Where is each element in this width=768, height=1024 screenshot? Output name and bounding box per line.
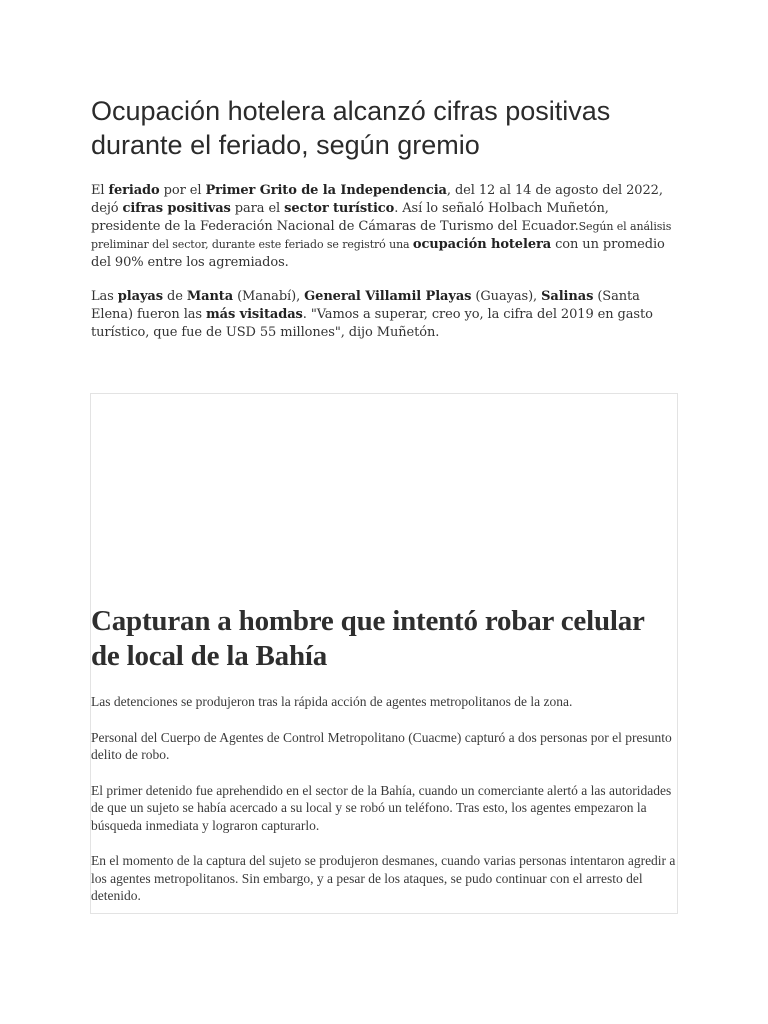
article-paragraph-2 — [91, 288, 681, 342]
small-text: Según el análisis preliminar del sector, durante este feriado se registró una — [91, 220, 672, 251]
card-paragraph-4: En el momento de la captura del sujeto se produjeron desmanes, cuando varias personas intentaron agredir a los agentes metropolitanos. Sin embargo, y a pesar de los ataques, se pudo continuar con el arresto del detenido. — [91, 853, 676, 903]
bold-text: feriado — [108, 183, 160, 198]
card-title: Capturan a hombre que intentó robar celular de local de la Bahía — [91, 605, 645, 672]
text: El — [91, 183, 109, 198]
card-paragraph-1: Las detenciones se produjeron tras la rápida acción de agentes metropolitanos de la zona. — [91, 694, 573, 709]
bold-text: General Villamil Playas — [304, 289, 472, 304]
bold-text: ocupación hotelera — [412, 237, 552, 252]
bold-text: Salinas — [541, 289, 594, 304]
article-paragraph-1 — [91, 182, 681, 272]
text: (Santa Elena) fueron las — [91, 289, 640, 322]
text: por el — [159, 183, 206, 198]
text: (Guayas), — [471, 289, 542, 304]
text: (Manabí), — [233, 289, 305, 304]
bold-text: playas — [117, 289, 163, 304]
card-paragraph-3: El primer detenido fue aprehendido en el sector de la Bahía, cuando un comerciante alertó a las autoridades de que un sujeto se había acercado a su local y se robó un teléfono. Tras esto, los agentes empezaron la búsqueda inmediata y lograron capturarlo. — [91, 782, 672, 833]
bold-text: Manta — [186, 289, 234, 304]
text: con un promedio del 90% entre los agremiados. — [91, 237, 665, 270]
text: , del 12 al 14 de agosto del 2022, dejó — [91, 183, 663, 216]
bold-text: Primer Grito de la Independencia — [205, 183, 447, 198]
bold-text: cifras positivas — [122, 201, 231, 216]
news-card — [90, 393, 678, 914]
card-media-placeholder — [91, 394, 677, 604]
text: . Así lo señaló Holbach Muñetón, presidente de la Federación Nacional de Cámaras de Turismo del Ecuador. — [91, 201, 609, 234]
bold-text: más visitadas — [206, 307, 303, 322]
text: Las — [91, 289, 118, 304]
bold-text: sector turístico — [284, 201, 395, 216]
card-paragraph-2: Personal del Cuerpo de Agentes de Control Metropolitano (Cuacme) capturó a dos personas por el presunto delito de robo. — [91, 729, 672, 762]
text: . "Vamos a superar, creo yo, la cifra del 2019 en gasto turístico, que fue de USD 55 millones", dijo Muñetón. — [91, 307, 653, 340]
text: de — [162, 289, 187, 304]
article-hotel-occupancy — [91, 94, 681, 358]
article-title: Ocupación hotelera alcanzó cifras positivas durante el feriado, según gremio — [91, 96, 611, 160]
text: para el — [230, 201, 285, 216]
